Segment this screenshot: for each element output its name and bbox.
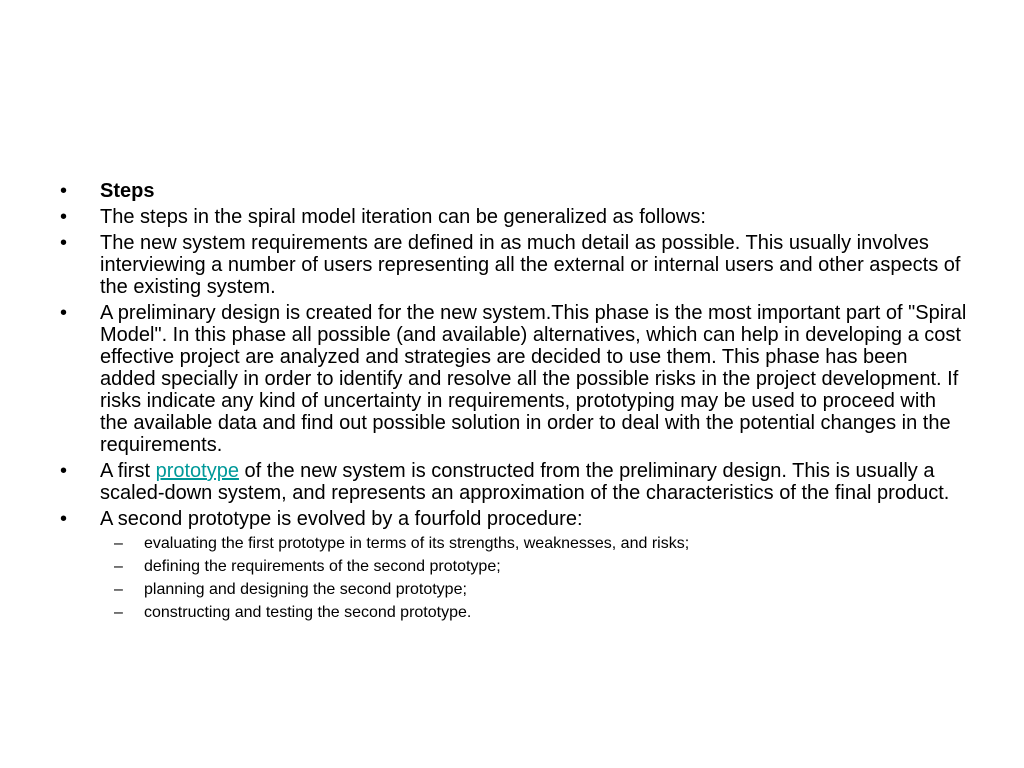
first-prototype-text-after: of the new system is constructed from the preliminary design. This is usually a scaled-down system, and represents an approximation of the characteristics of the final product.	[100, 460, 950, 504]
list-item-preliminary-design	[58, 302, 968, 456]
bullet-marker: •	[60, 206, 68, 228]
list-item-requirements	[58, 232, 968, 298]
sub-item-defining	[58, 557, 968, 577]
steps-heading: Steps	[100, 180, 155, 202]
dash-marker: –	[114, 604, 123, 621]
bullet-marker: •	[60, 232, 68, 254]
bullet-marker: •	[60, 508, 68, 530]
list-item-steps	[58, 180, 968, 202]
dash-marker: –	[114, 581, 123, 598]
sub-item-text: planning and designing the second prototype;	[144, 581, 467, 598]
intro-text: The steps in the spiral model iteration can be generalized as follows:	[100, 206, 706, 228]
bullet-list	[58, 180, 968, 626]
dash-marker: –	[114, 558, 123, 575]
list-item-second-prototype	[58, 508, 968, 530]
requirements-text: The new system requirements are defined in as much detail as possible. This usually involves interviewing a number of users representing all the external or internal users and other aspects of the existing system.	[100, 232, 961, 298]
dash-marker: –	[114, 535, 123, 552]
list-item-intro	[58, 206, 968, 228]
sub-item-text: defining the requirements of the second prototype;	[144, 558, 501, 575]
bullet-marker: •	[60, 180, 68, 202]
sub-item-text: constructing and testing the second prototype.	[144, 604, 472, 621]
prototype-link[interactable]: prototype	[155, 460, 239, 482]
first-prototype-text-before: A first	[100, 460, 156, 482]
second-prototype-text: A second prototype is evolved by a fourfold procedure:	[100, 508, 583, 530]
sub-item-evaluating	[58, 534, 968, 554]
preliminary-design-text: A preliminary design is created for the new system.This phase is the most important part of "Spiral Model". In this phase all possible (and available) alternatives, which can help in developing a cost effective project are analyzed and strategies are decided to use them. This phase has been added specially in order to identify and resolve all the possible risks in the project development. If risks indicate any kind of uncertainty in requirements, prototyping may be used to proceed with the available data and find out possible solution in order to deal with the potential changes in the requirements.	[100, 302, 967, 456]
list-item-first-prototype	[58, 460, 968, 504]
sub-item-planning	[58, 580, 968, 600]
sub-item-text: evaluating the first prototype in terms of its strengths, weaknesses, and risks;	[144, 535, 690, 552]
sub-item-constructing	[58, 603, 968, 623]
first-prototype-text	[100, 460, 968, 504]
bullet-marker: •	[60, 302, 68, 324]
bullet-marker: •	[60, 460, 68, 482]
